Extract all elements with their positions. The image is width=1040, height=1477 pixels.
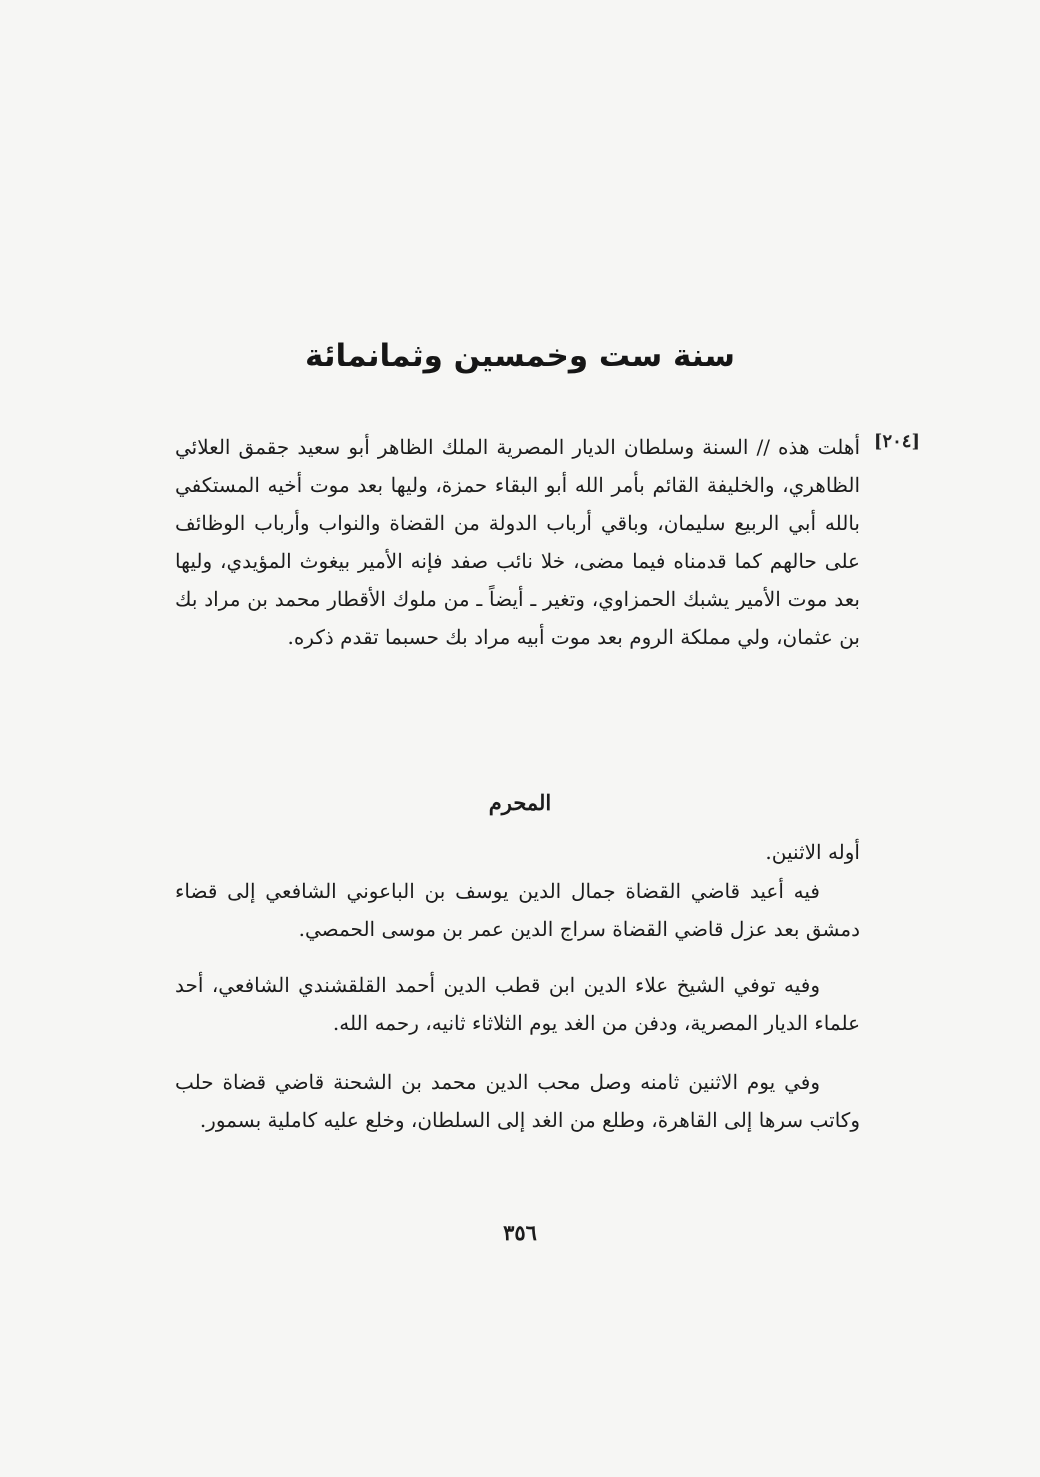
- section-heading: المحرم: [488, 790, 552, 815]
- chapter-title: سنة ست وخمسين وثمانمائة: [305, 338, 735, 374]
- paragraph-2: فيه أعيد قاضي القضاة جمال الدين يوسف بن الباعوني الشافعي إلى قضاء دمشق بعد عزل قاضي القضاة سراج الدين عمر بن موسى الحمصي.: [175, 879, 860, 941]
- paragraph-3: وفيه توفي الشيخ علاء الدين ابن قطب الدين أحمد القلقشندي الشافعي، أحد علماء الديار المصرية، ودفن من الغد يوم الثلاثاء ثانيه، رحمه الله.: [175, 973, 860, 1035]
- paragraph-1: أوله الاثنين.: [765, 840, 860, 864]
- margin-page-marker: [٢٠٤]: [873, 431, 920, 452]
- intro-paragraph: أهلت هذه // السنة وسلطان الديار المصرية الملك الظاهر أبو سعيد جقمق العلائي الظاهري، والخليفة القائم بأمر الله أبو البقاء حمزة، وليها بعد موت أخيه المستكفي بالله أبي الربيع سليمان، وباقي أرباب الدولة من القضاة والنواب وأرباب الوظائف على حالهم كما قدمناه فيما مضى، خلا نائب صفد فإنه الأمير بيغوث المؤيدي، وليها بعد موت الأمير يشبك الحمزاوي، وتغير ـ أيضاً ـ من ملوك الأقطار محمد بن مراد بك بن عثمان، ولي مملكة الروم بعد موت أبيه مراد بك حسبما تقدم ذكره.: [175, 435, 860, 649]
- paragraph-4: وفي يوم الاثنين ثامنه وصل محب الدين محمد بن الشحنة قاضي قضاة حلب وكاتب سرها إلى القاهرة، وطلع من الغد إلى السلطان، وخلع عليه كاملية بسمور.: [175, 1070, 860, 1132]
- page-number: ٣٥٦: [503, 1220, 537, 1245]
